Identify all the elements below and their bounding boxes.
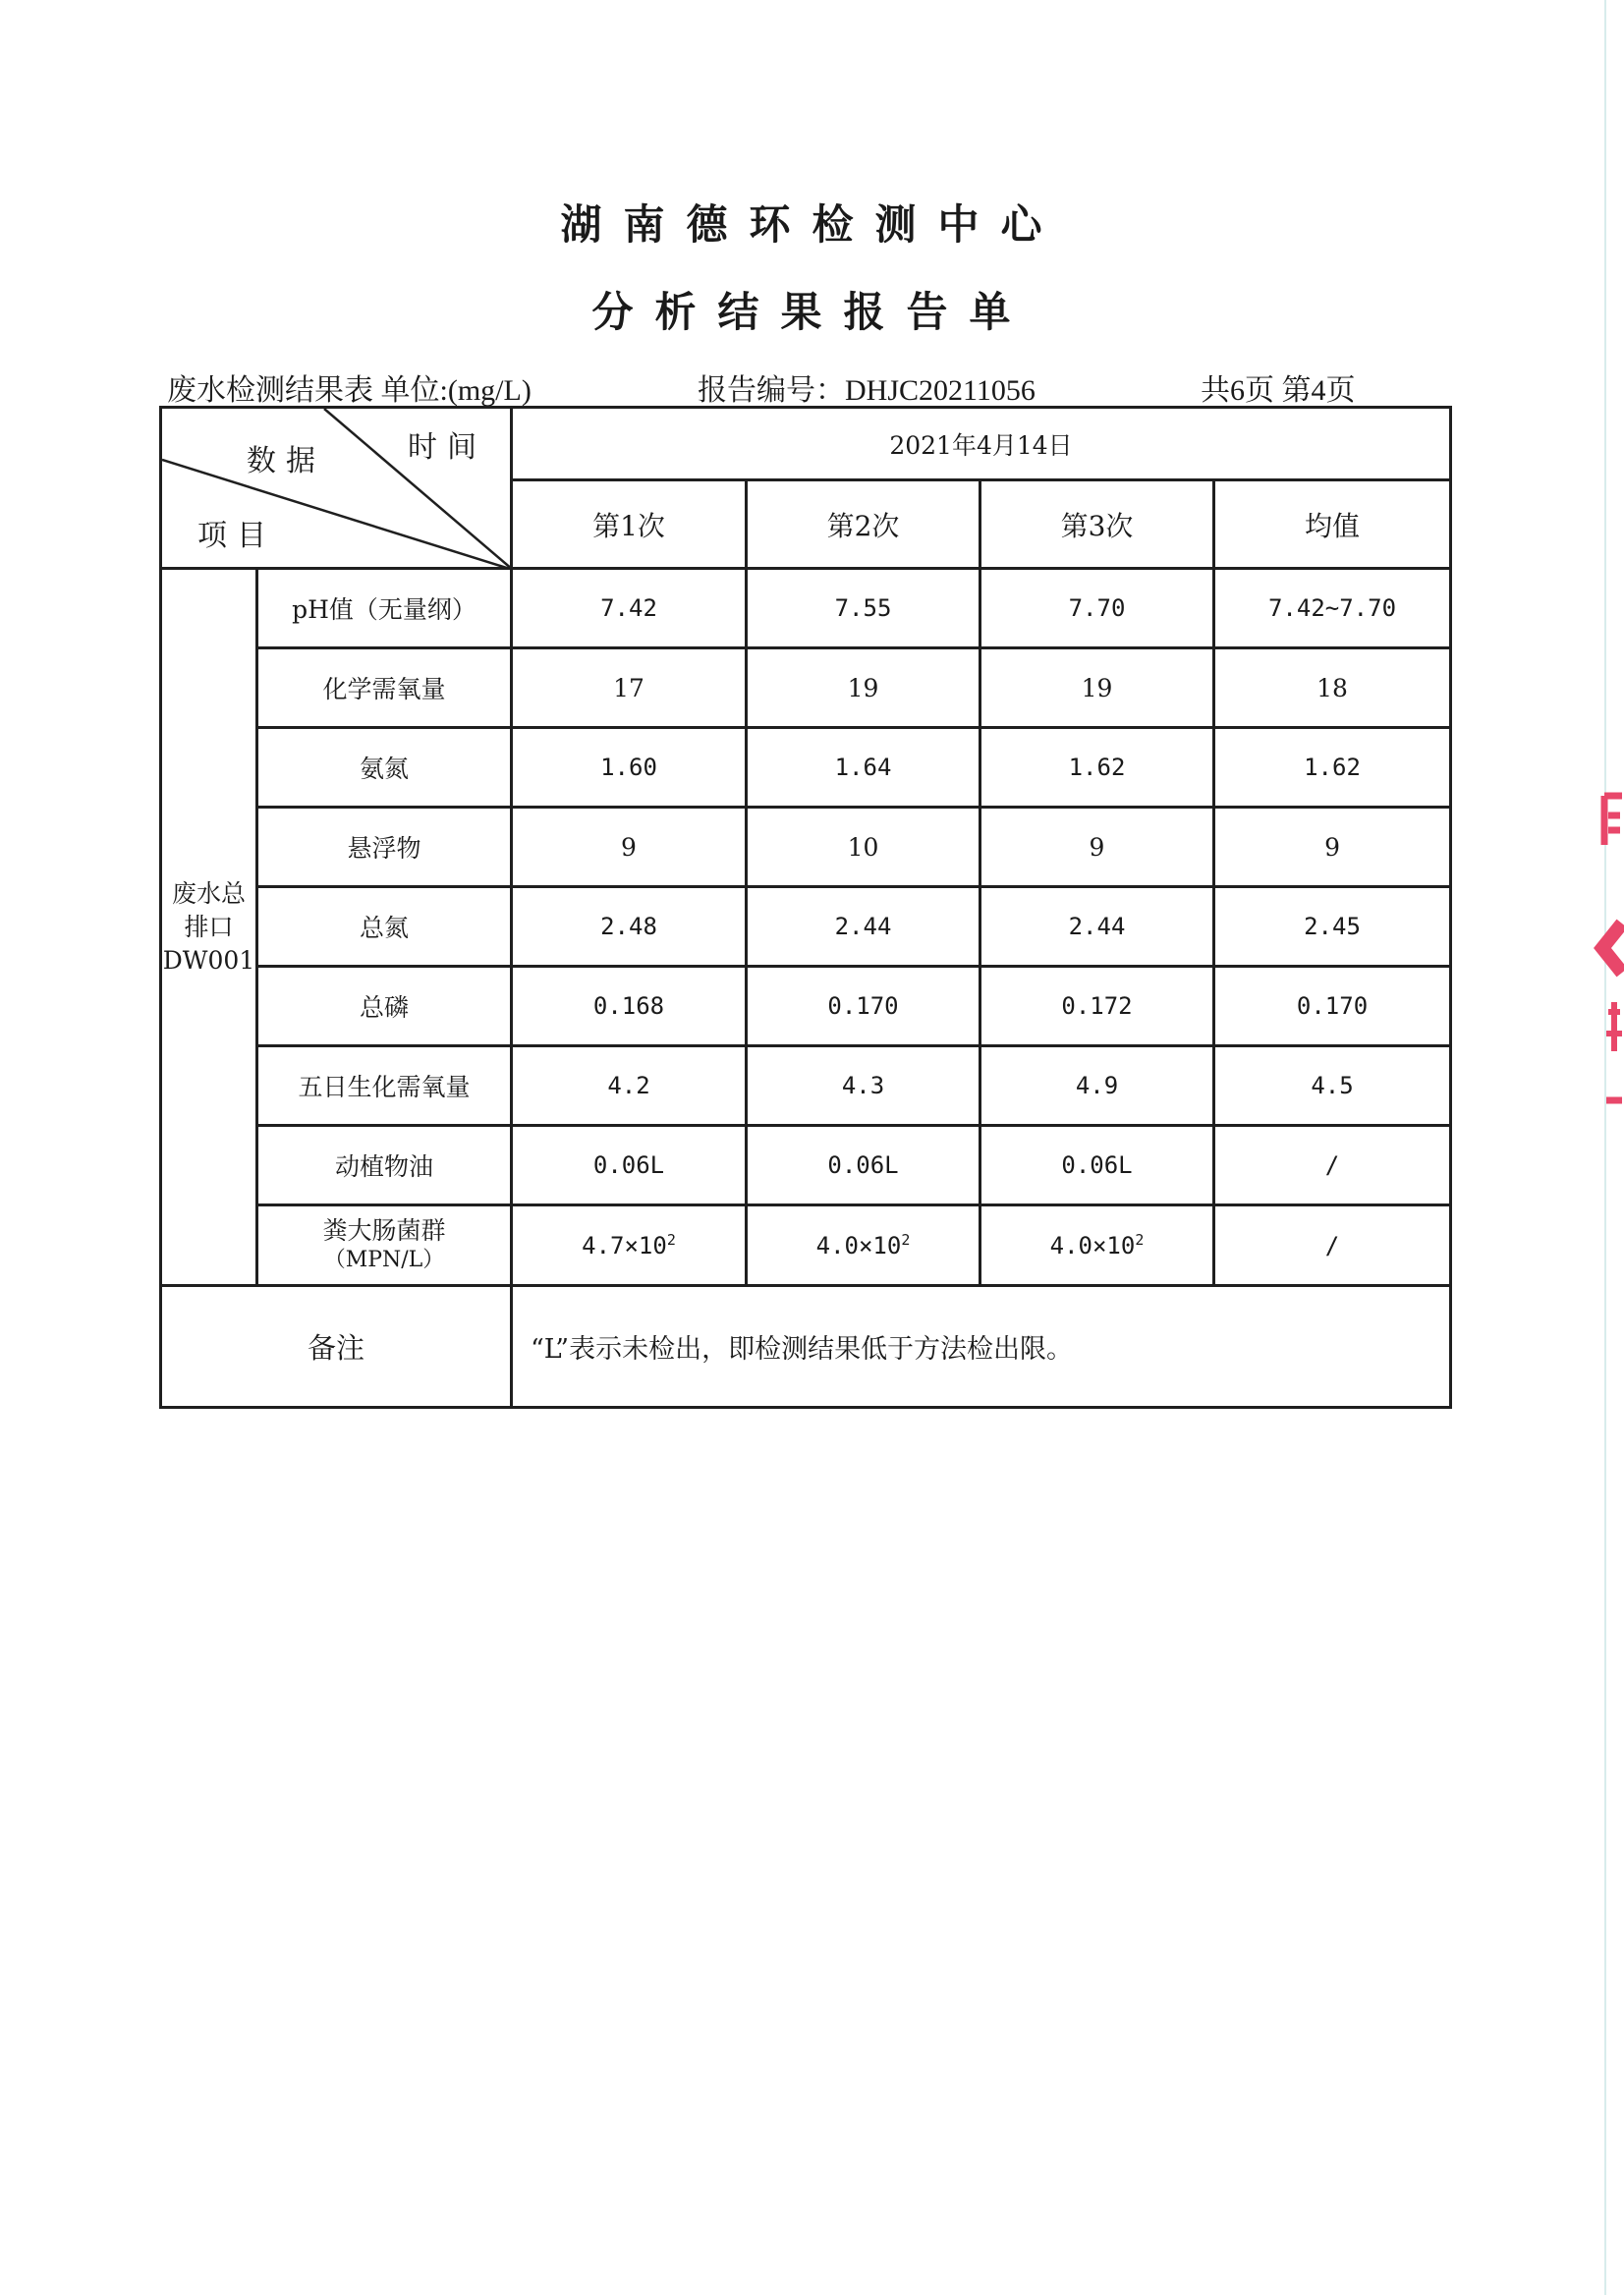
- item-name-line: 粪大肠菌群: [322, 1215, 446, 1245]
- value-mantissa: 4.0×10: [815, 1232, 902, 1259]
- value-cell: [747, 1205, 980, 1286]
- item-name: 悬浮物: [257, 808, 512, 887]
- value-exponent: 2: [1135, 1231, 1145, 1249]
- table-row: [161, 728, 1451, 808]
- value-cell: 7.42~7.70: [1214, 569, 1451, 648]
- table-row: [161, 967, 1451, 1046]
- value-cell: [980, 1205, 1214, 1286]
- value-cell: 0.170: [747, 967, 980, 1046]
- value-cell: 2.44: [980, 887, 1214, 967]
- table-row: [161, 887, 1451, 967]
- remark-label: 备注: [161, 1286, 512, 1408]
- corner-label-data: 数据: [247, 444, 325, 478]
- item-name: 化学需氧量: [257, 648, 512, 728]
- value-cell: 9: [512, 808, 747, 887]
- value-cell: [1214, 1205, 1451, 1286]
- value-mantissa: 4.0×10: [1049, 1232, 1136, 1259]
- seal-stamp-partial: [1565, 776, 1624, 1130]
- column-header: 第2次: [747, 480, 980, 569]
- value-exponent: 2: [666, 1231, 676, 1249]
- column-header: 均值: [1214, 480, 1451, 569]
- value-cell: 0.06L: [512, 1126, 747, 1205]
- value-cell: 4.2: [512, 1046, 747, 1126]
- value-cell: 0.168: [512, 967, 747, 1046]
- value-exponent: 2: [901, 1231, 911, 1249]
- report-number: 报告编号：DHJC20211056: [698, 374, 1036, 407]
- page-edge-line: [1604, 0, 1606, 2295]
- corner-label-time: 时间: [408, 430, 486, 465]
- value-cell: 1.62: [1214, 728, 1451, 808]
- value-cell: 9: [980, 808, 1214, 887]
- item-name: 总磷: [257, 967, 512, 1046]
- table-row: [161, 1046, 1451, 1126]
- group-label-line: 废水总: [171, 878, 246, 908]
- table-row: [161, 569, 1451, 648]
- value-cell: 4.9: [980, 1046, 1214, 1126]
- item-name: 总氮: [257, 887, 512, 967]
- table-row: [161, 1126, 1451, 1205]
- page-count: 共6页 第4页: [1201, 374, 1356, 407]
- value-cell: 4.5: [1214, 1046, 1451, 1126]
- item-name-unit: （MPN/L）: [323, 1247, 445, 1272]
- column-header: 第3次: [980, 480, 1214, 569]
- value-cell: 0.06L: [980, 1126, 1214, 1205]
- value-cell: 7.55: [747, 569, 980, 648]
- value-cell: 19: [747, 648, 980, 728]
- value-cell: 2.44: [747, 887, 980, 967]
- value-cell: [512, 1205, 747, 1286]
- item-name: pH值（无量纲）: [257, 569, 512, 648]
- value-cell: 17: [512, 648, 747, 728]
- remark-text: “L”表示未检出，即检测结果低于方法检出限。: [512, 1286, 1451, 1408]
- item-name: 五日生化需氧量: [257, 1046, 512, 1126]
- item-name: 动植物油: [257, 1126, 512, 1205]
- item-name: [257, 1205, 512, 1286]
- value-cell: 1.64: [747, 728, 980, 808]
- value-cell: 9: [1214, 808, 1451, 887]
- org-title: 湖南德环检测中心: [560, 200, 1064, 249]
- corner-header: [161, 408, 512, 569]
- value-cell: 1.60: [512, 728, 747, 808]
- corner-label-item: 项目: [197, 519, 276, 553]
- group-label: [161, 569, 257, 1286]
- item-name: 氨氮: [257, 728, 512, 808]
- value-cell: 19: [980, 648, 1214, 728]
- value-cell: 10: [747, 808, 980, 887]
- value-cell: 0.172: [980, 967, 1214, 1046]
- date-header: 2021年4月14日: [512, 408, 1451, 480]
- table-row: [161, 648, 1451, 728]
- group-label-line: DW001: [162, 945, 255, 975]
- results-table: [159, 406, 1452, 1409]
- column-header: 第1次: [512, 480, 747, 569]
- value-cell: 1.62: [980, 728, 1214, 808]
- value-cell: 0.06L: [747, 1126, 980, 1205]
- table-row: [161, 808, 1451, 887]
- value-cell: 7.42: [512, 569, 747, 648]
- value-cell: 18: [1214, 648, 1451, 728]
- value-cell: /: [1214, 1126, 1451, 1205]
- value-mantissa: 4.7×10: [582, 1232, 667, 1259]
- value-cell: 2.45: [1214, 887, 1451, 967]
- value-cell: 0.170: [1214, 967, 1451, 1046]
- value-cell: 7.70: [980, 569, 1214, 648]
- value-mantissa: /: [1324, 1231, 1340, 1259]
- table-row: [161, 1205, 1451, 1286]
- value-cell: 2.48: [512, 887, 747, 967]
- table-name: 废水检测结果表 单位:(mg/L): [167, 374, 532, 407]
- remark-row: [161, 1286, 1451, 1408]
- group-label-line: 排口: [184, 912, 234, 941]
- value-cell: 4.3: [747, 1046, 980, 1126]
- doc-title: 分析结果报告单: [591, 288, 1033, 336]
